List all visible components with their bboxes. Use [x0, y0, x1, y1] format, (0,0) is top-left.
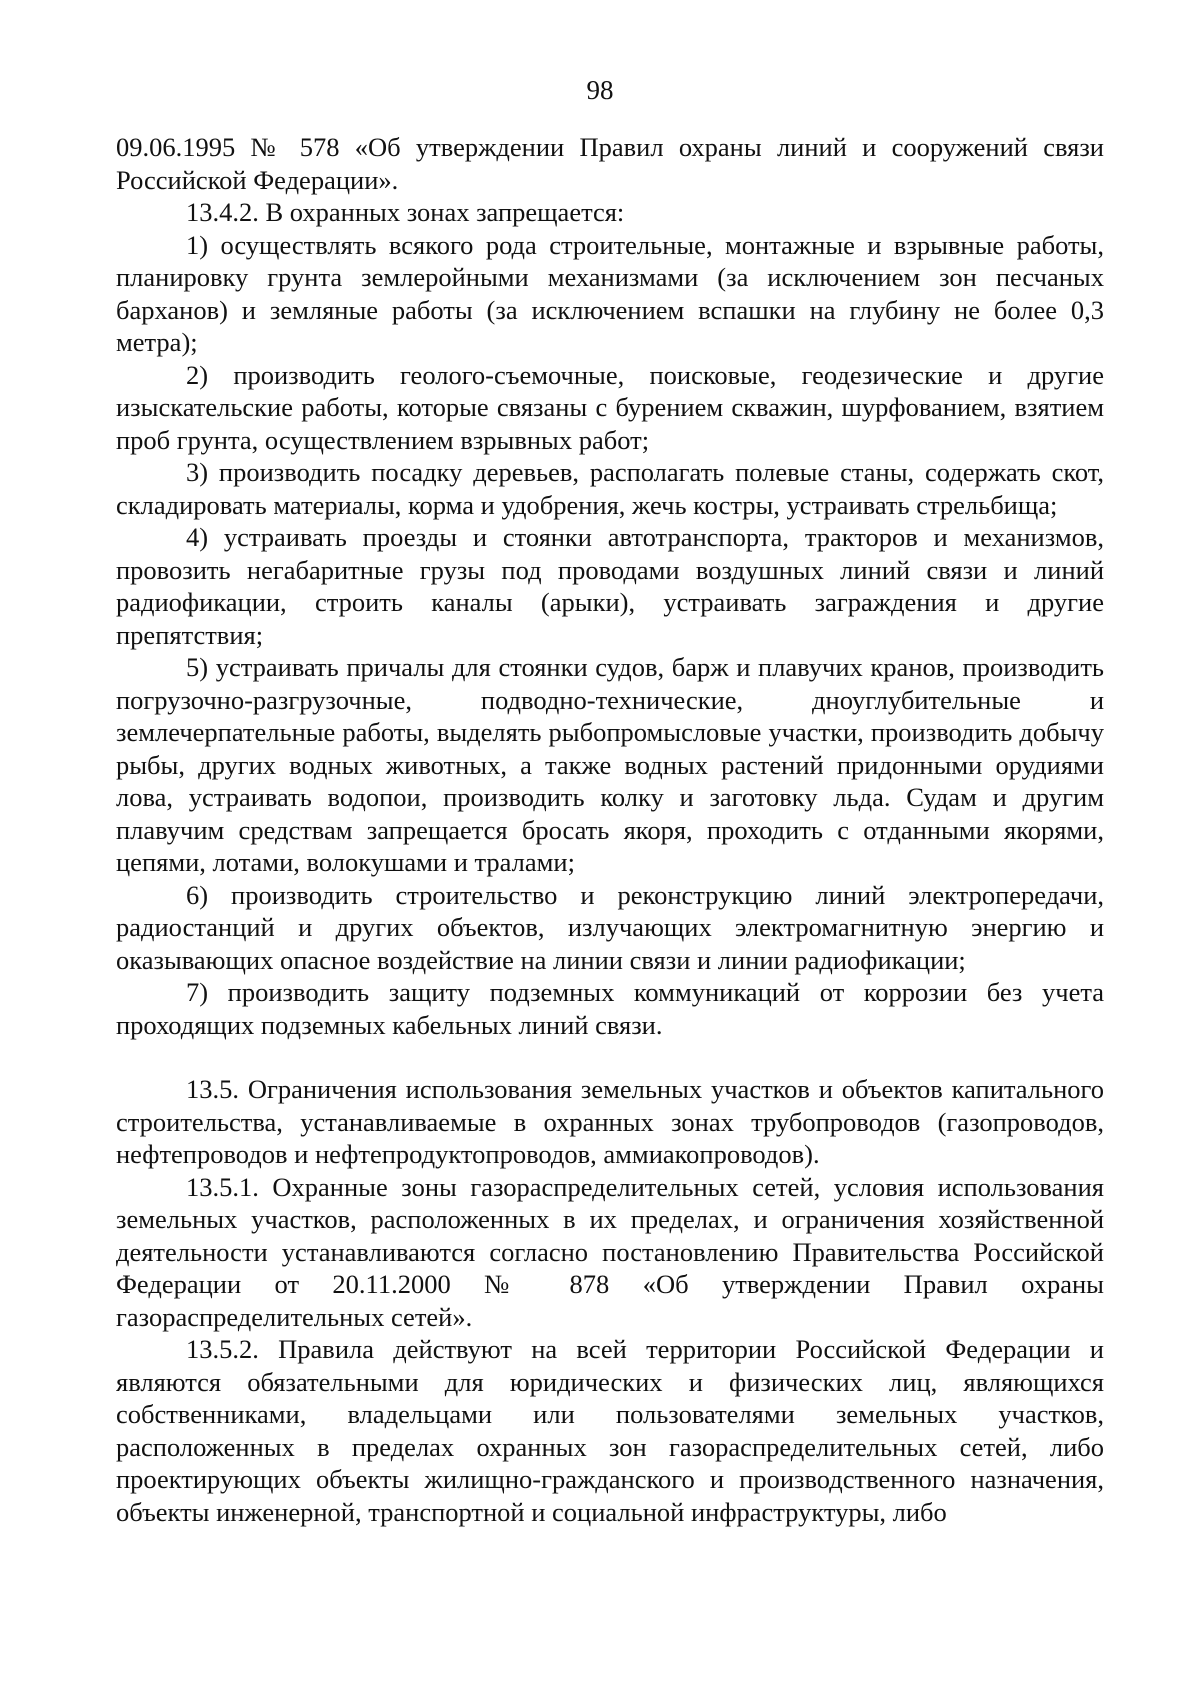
paragraph-13-5-2: 13.5.2. Правила действуют на всей территории Российской Федерации и являются обязательными для юридических и физических лиц, являющихся собственниками, владельцами или пользователями земельных участков, расположенных в пределах охранных зон газораспределительных сетей, либо проектирующих объекты жилищно-гражданского и производственного назначения, объекты инженерной, транспортной и социальной инфраструктуры, либо	[116, 1334, 1104, 1527]
paragraph-13-5-1: 13.5.1. Охранные зоны газораспределительных сетей, условия использования земельных участков, расположенных в их пределах, и ограничения хозяйственной деятельности устанавливаются согласно постановлению Правительства Российской Федерации от 20.11.2000 № 878 «Об утверждении Правил охраны газораспределительных сетей».	[116, 1171, 1104, 1332]
section-heading-13-5: 13.5. Ограничения использования земельных участков и объектов капитального строительства, устанавливаемые в охранных зонах трубопроводов (газопроводов, нефтепроводов и нефтепродуктопроводов, аммиакопроводов).	[116, 1074, 1104, 1169]
paragraph-13-4-2: 13.4.2. В охранных зонах запрещается:	[186, 197, 625, 227]
list-item-6: 6) производить строительство и реконструкцию линий электропередачи, радиостанций и других объектов, излучающих электромагнитную энергию и оказывающих опасное воздействие на линии связи и линии радиофикации;	[116, 879, 1104, 975]
page-number: 98	[586, 75, 614, 105]
document-body	[116, 131, 1104, 1528]
list-item-4: 4) устраивать проезды и стоянки автотранспорта, тракторов и механизмов, провозить негабаритные грузы под проводами воздушных линий связи и линий радиофикации, строить каналы (арыки), устраивать заграждения и другие препятствия;	[116, 522, 1104, 650]
list-item-5: 5) устраивать причалы для стоянки судов, барж и плавучих кранов, производить погрузочно-разгрузочные, подводно-технические, дноуглубительные и землечерпательные работы, выделять рыбопромысловые участки, производить добычу рыбы, других водных животных, а также водных растений придонными орудиями лова, устраивать водопои, производить колку и заготовку льда. Судам и другим плавучим средствам запрещается бросать якоря, проходить с отданными якорями, цепями, лотами, волокушами и тралами;	[116, 652, 1104, 877]
paragraph-continuation: 09.06.1995 № 578 «Об утверждении Правил охраны линий и сооружений связи Российской Федерации».	[116, 132, 1104, 195]
list-item-3: 3) производить посадку деревьев, располагать полевые станы, содержать скот, складировать материалы, корма и удобрения, жечь костры, устраивать стрельбища;	[116, 457, 1104, 520]
list-item-2: 2) производить геолого-съемочные, поисковые, геодезические и другие изыскательские работы, которые связаны с бурением скважин, шурфованием, взятием проб грунта, осуществлением взрывных работ;	[116, 359, 1104, 455]
list-item-1: 1) осуществлять всякого рода строительные, монтажные и взрывные работы, планировку грунта землеройными механизмами (за исключением зон песчаных барханов) и земляные работы (за исключением вспашки на глубину не более 0,3 метра);	[116, 229, 1104, 357]
list-item-7: 7) производить защиту подземных коммуникаций от коррозии без учета проходящих подземных кабельных линий связи.	[116, 977, 1104, 1040]
